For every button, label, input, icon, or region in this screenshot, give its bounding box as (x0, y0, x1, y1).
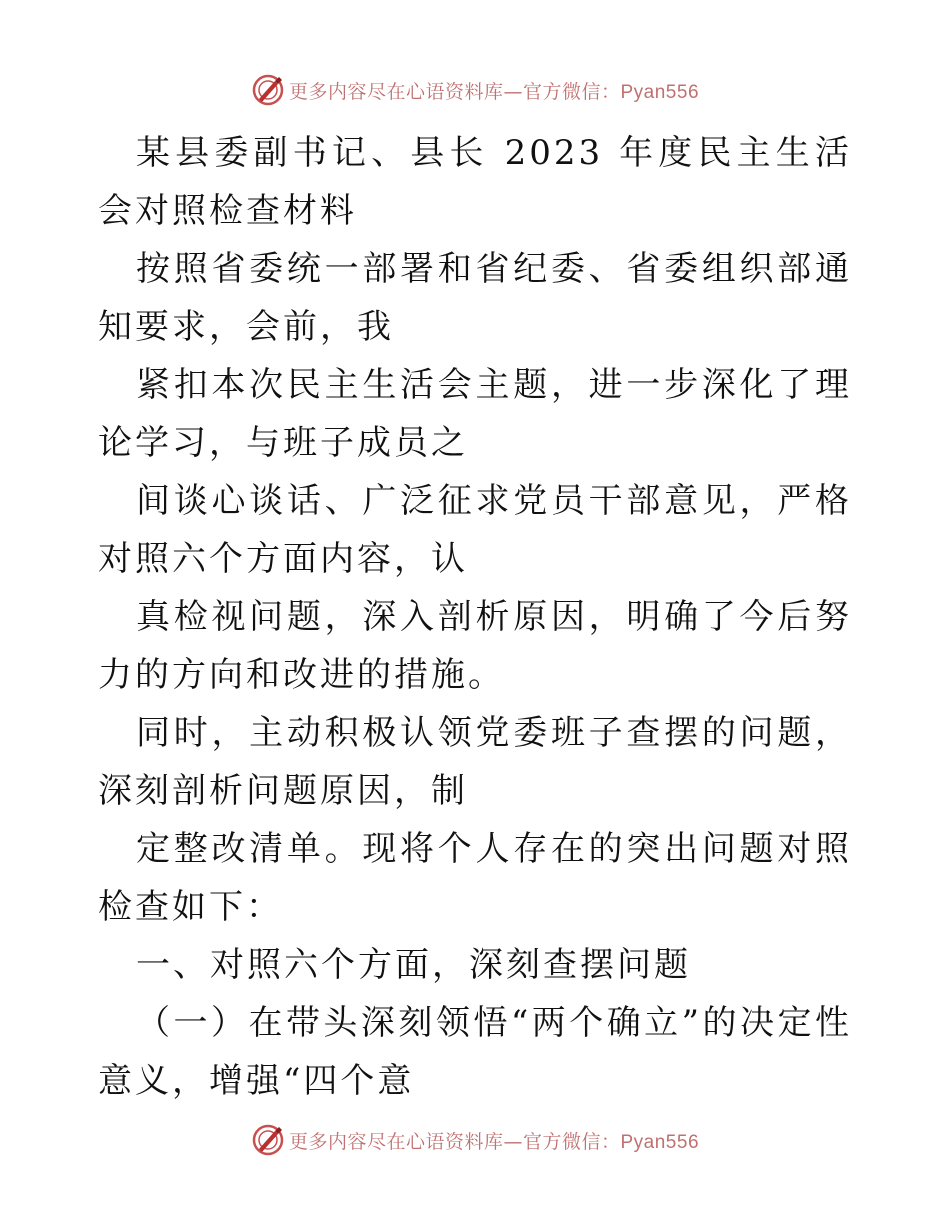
header-watermark (0, 70, 950, 110)
pen-logo-icon (251, 73, 285, 107)
subsection-heading: （一）在带头深刻领悟“两个确立”的决定性意义，增强“四个意 (98, 1003, 852, 1101)
watermark-text: 更多内容尽在心语资料库—官方微信：Pyan556 (288, 1130, 700, 1153)
paragraph: 间谈心谈话、广泛征求党员干部意见，严格对照六个方面内容，认 (98, 481, 852, 579)
paragraph: 定整改清单。现将个人存在的突出问题对照检查如下： (98, 829, 852, 927)
paragraph: 同时，主动积极认领党委班子查摆的问题，深刻剖析问题原因，制 (98, 713, 852, 811)
paragraph: 紧扣本次民主生活会主题，进一步深化了理论学习，与班子成员之 (98, 365, 852, 463)
section-heading: 一、对照六个方面，深刻查摆问题 (136, 945, 691, 985)
watermark-text: 更多内容尽在心语资料库—官方微信：Pyan556 (288, 80, 700, 103)
document-title: 某县委副书记、县长 2023 年度民主生活会对照检查材料 (98, 133, 852, 231)
paragraph: 真检视问题，深入剖析原因，明确了今后努力的方向和改进的措施。 (98, 597, 852, 695)
paragraph: 按照省委统一部署和省纪委、省委组织部通知要求，会前，我 (98, 249, 852, 347)
pen-logo-icon (251, 1123, 285, 1157)
footer-watermark (0, 1120, 950, 1160)
document-body (98, 124, 852, 1110)
